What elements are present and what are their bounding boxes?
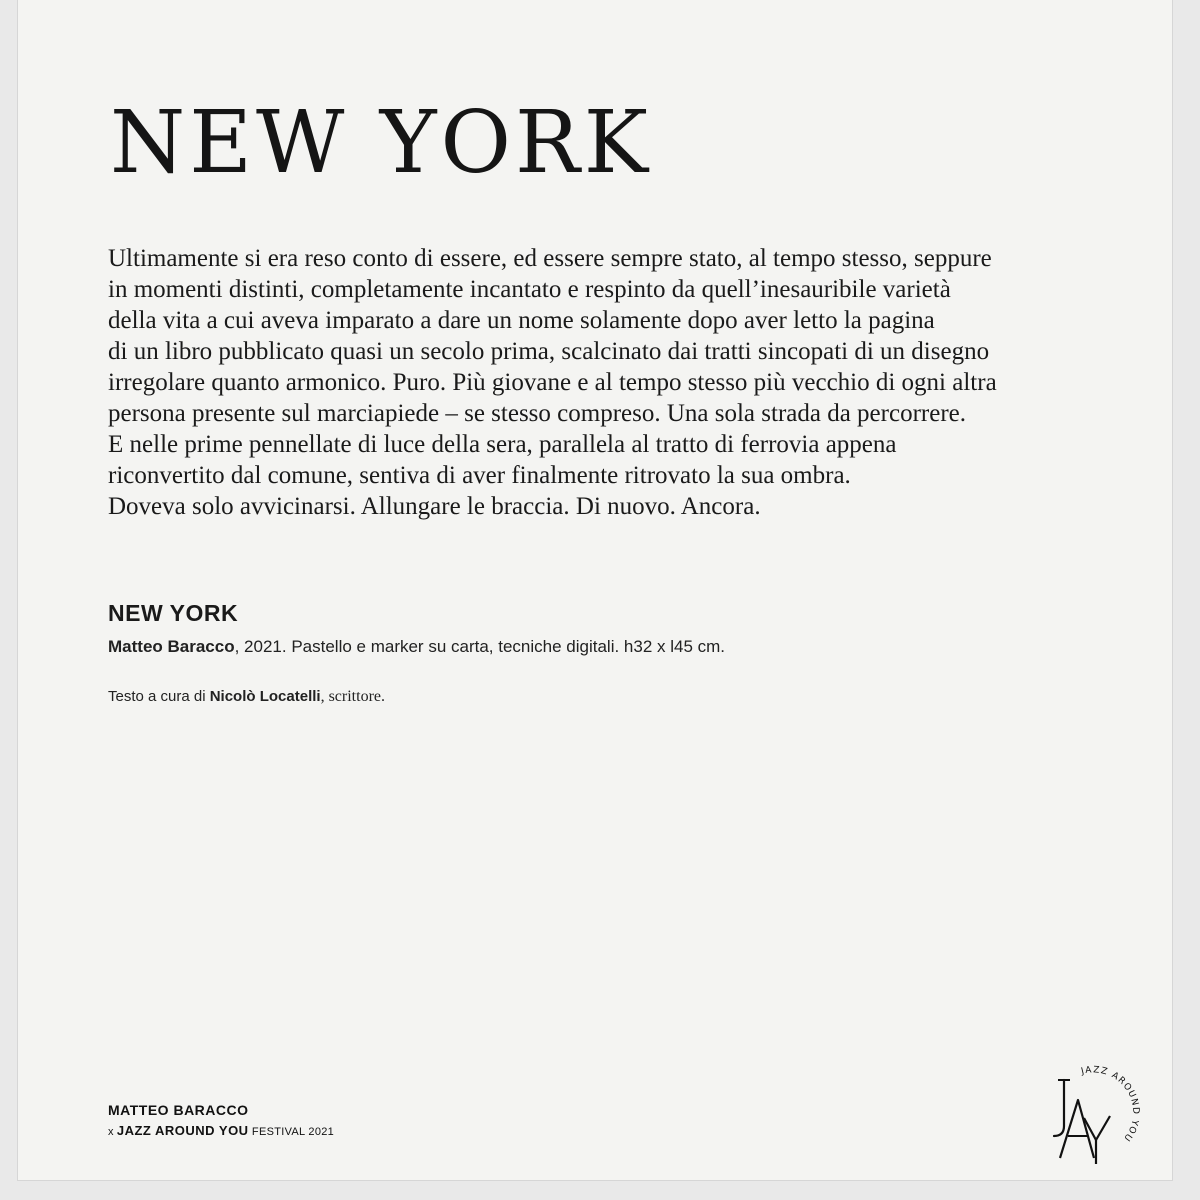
body-line: di un libro pubblicato quasi un secolo prima, scalcinato dai tratti sincopati di un disegno — [108, 338, 990, 365]
caption-description — [108, 637, 725, 657]
footer-artist: MATTEO BARACCO — [108, 1102, 249, 1118]
caption-details: , 2021. Pastello e marker su carta, tecniche digitali. h32 x l45 cm. — [234, 637, 726, 656]
text-credit — [108, 688, 385, 706]
logo-arc-word-1: JAZZ — [1080, 1065, 1110, 1078]
footer-x: x — [108, 1126, 114, 1138]
page-title: NEW YORK — [110, 93, 653, 193]
footer-festival — [108, 1123, 334, 1138]
body-line: persona presente sul marciapiede – se stesso compreso. Una sola strada da percorrere. — [108, 400, 966, 427]
body-line: della vita a cui aveva imparato a dare un nome solamente dopo aver letto la pagina — [108, 307, 935, 334]
credit-role: , scrittore. — [320, 688, 385, 705]
logo-arc-word-2: AROUND — [1109, 1070, 1141, 1116]
body-text — [108, 243, 1148, 522]
body-line: Ultimamente si era reso conto di essere, ed essere sempre stato, al tempo stesso, seppure — [108, 245, 992, 272]
credit-writer: Nicolò Locatelli — [209, 688, 321, 705]
logo-arc-word-3: YOU — [1120, 1118, 1140, 1144]
caption-title: NEW YORK — [108, 600, 239, 626]
caption-author: Matteo Baracco — [108, 637, 235, 656]
jay-logo-icon — [1042, 1060, 1142, 1170]
body-line: irregolare quanto armonico. Puro. Più giovane e al tempo stesso più vecchio di ogni altra — [108, 369, 997, 396]
body-line: E nelle prime pennellate di luce della sera, parallela al tratto di ferrovia appena — [108, 431, 897, 458]
footer-festival-year: FESTIVAL 2021 — [251, 1126, 335, 1138]
body-line: riconvertito dal comune, sentiva di aver finalmente ritrovato la sua ombra. — [108, 462, 851, 489]
body-line: in momenti distinti, completamente incantato e respinto da quell’inesauribile varietà — [108, 276, 951, 303]
footer-festival-name: JAZZ AROUND YOU — [116, 1123, 249, 1138]
card — [18, 0, 1172, 1180]
svg-text:JAZZ AROUND YO — [1079, 1065, 1140, 1143]
body-line: Doveva solo avvicinarsi. Allungare le braccia. Di nuovo. Ancora. — [108, 493, 761, 520]
credit-prefix: Testo a cura di — [108, 688, 210, 705]
